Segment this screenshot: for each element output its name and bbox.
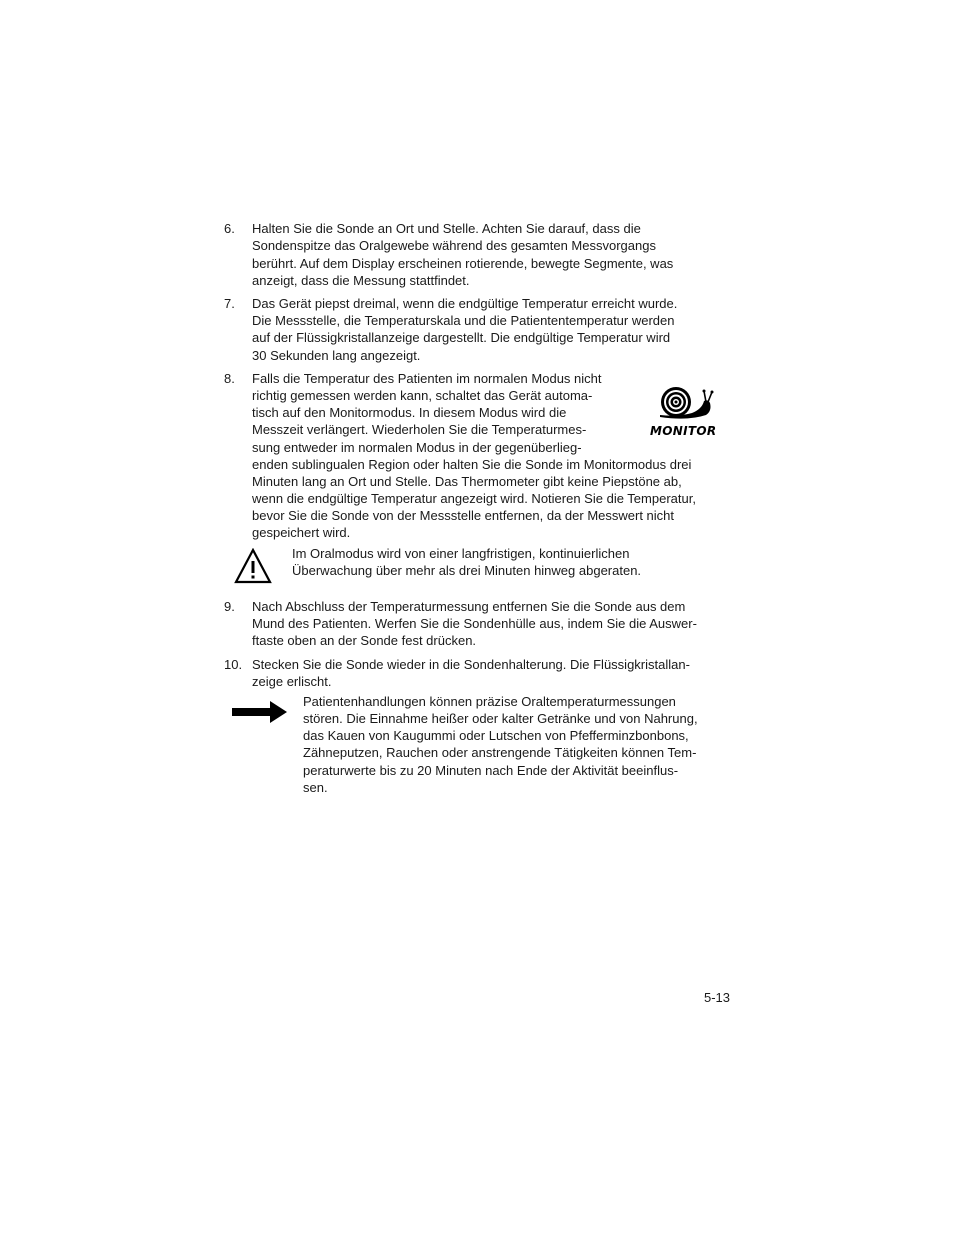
item-text-line: Stecken Sie die Sonde wieder in die Sondenhalterung. Die Flüssigkristallan- — [252, 657, 690, 672]
item-text-line: berührt. Auf dem Display erscheinen rotierende, bewegte Segmente, was — [252, 256, 674, 271]
item-text-line: Minuten lang an Ort und Stelle. Das Thermometer gibt keine Piepstöne ab, — [252, 474, 682, 489]
warning-triangle-icon — [234, 548, 272, 584]
note-text-line: Zähneputzen, Rauchen oder anstrengende Tätigkeiten können Tem- — [303, 745, 697, 760]
note-text-line: Patientenhandlungen können präzise Oraltemperaturmessungen — [303, 694, 676, 709]
item-text-line: Das Gerät piepst dreimal, wenn die endgültige Temperatur erreicht wurde. — [252, 296, 678, 311]
item-text-line: Messzeit verlängert. Wiederholen Sie die Temperaturmes- — [252, 422, 587, 437]
item-text-line: ftaste oben an der Sonde fest drücken. — [252, 633, 477, 648]
item-text-line: Die Messstelle, die Temperaturskala und die Patiententemperatur werden — [252, 313, 675, 328]
note-text-line: sen. — [303, 780, 328, 795]
item-text-line: zeige erlischt. — [252, 674, 332, 689]
item-text-line: Falls die Temperatur des Patienten im normalen Modus nicht — [252, 371, 602, 386]
arrow-right-icon — [232, 700, 288, 724]
note-text-line: das Kauen von Kaugummi oder Lutschen von Pfefferminzbonbons, — [303, 728, 689, 743]
item-text-line: auf der Flüssigkristallanzeige dargestellt. Die endgültige Temperatur wird — [252, 330, 671, 345]
monitor-label: MONITOR — [650, 424, 717, 438]
item-text-line: richtig gemessen werden kann, schaltet das Gerät automa- — [252, 388, 593, 403]
item-number: 7. — [224, 296, 235, 311]
note-text-line: stören. Die Einnahme heißer oder kalter Getränke und von Nahrung, — [303, 711, 698, 726]
item-text-line: tisch auf den Monitormodus. In diesem Modus wird die — [252, 405, 567, 420]
item-text-line: Mund des Patienten. Werfen Sie die Sondenhülle aus, indem Sie die Auswer- — [252, 616, 697, 631]
item-text-line: sung entweder im normalen Modus in der gegenüberlieg- — [252, 440, 582, 455]
item-text-line: gespeichert wird. — [252, 525, 351, 540]
item-number: 8. — [224, 371, 235, 386]
item-text-line: Halten Sie die Sonde an Ort und Stelle. Achten Sie darauf, dass die — [252, 221, 641, 236]
item-text-line: bevor Sie die Sonde von der Messstelle entfernen, da der Messwert nicht — [252, 508, 675, 523]
item-number: 9. — [224, 599, 235, 614]
page-number: 5-13 — [704, 990, 731, 1005]
note-text-line: peraturwerte bis zu 20 Minuten nach Ende der Aktivität beeinflus- — [303, 763, 679, 778]
warning-text-line: Überwachung über mehr als drei Minuten hinweg abgeraten. — [292, 563, 642, 578]
item-text-line: anzeigt, dass die Messung stattfindet. — [252, 273, 470, 288]
item-text-line: Nach Abschluss der Temperaturmessung entfernen Sie die Sonde aus dem — [252, 599, 686, 614]
item-number: 10. — [224, 657, 243, 672]
item-text-line: enden sublingualen Region oder halten Sie die Sonde im Monitormodus drei — [252, 457, 692, 472]
item-number: 6. — [224, 221, 235, 236]
item-text-line: wenn die endgültige Temperatur angezeigt wird. Notieren Sie die Temperatur, — [252, 491, 696, 506]
item-text-line: 30 Sekunden lang angezeigt. — [252, 348, 421, 363]
warning-text-line: Im Oralmodus wird von einer langfristigen, kontinuierlichen — [292, 546, 630, 561]
item-text-line: Sondenspitze das Oralgewebe während des gesamten Messvorgangs — [252, 238, 656, 253]
